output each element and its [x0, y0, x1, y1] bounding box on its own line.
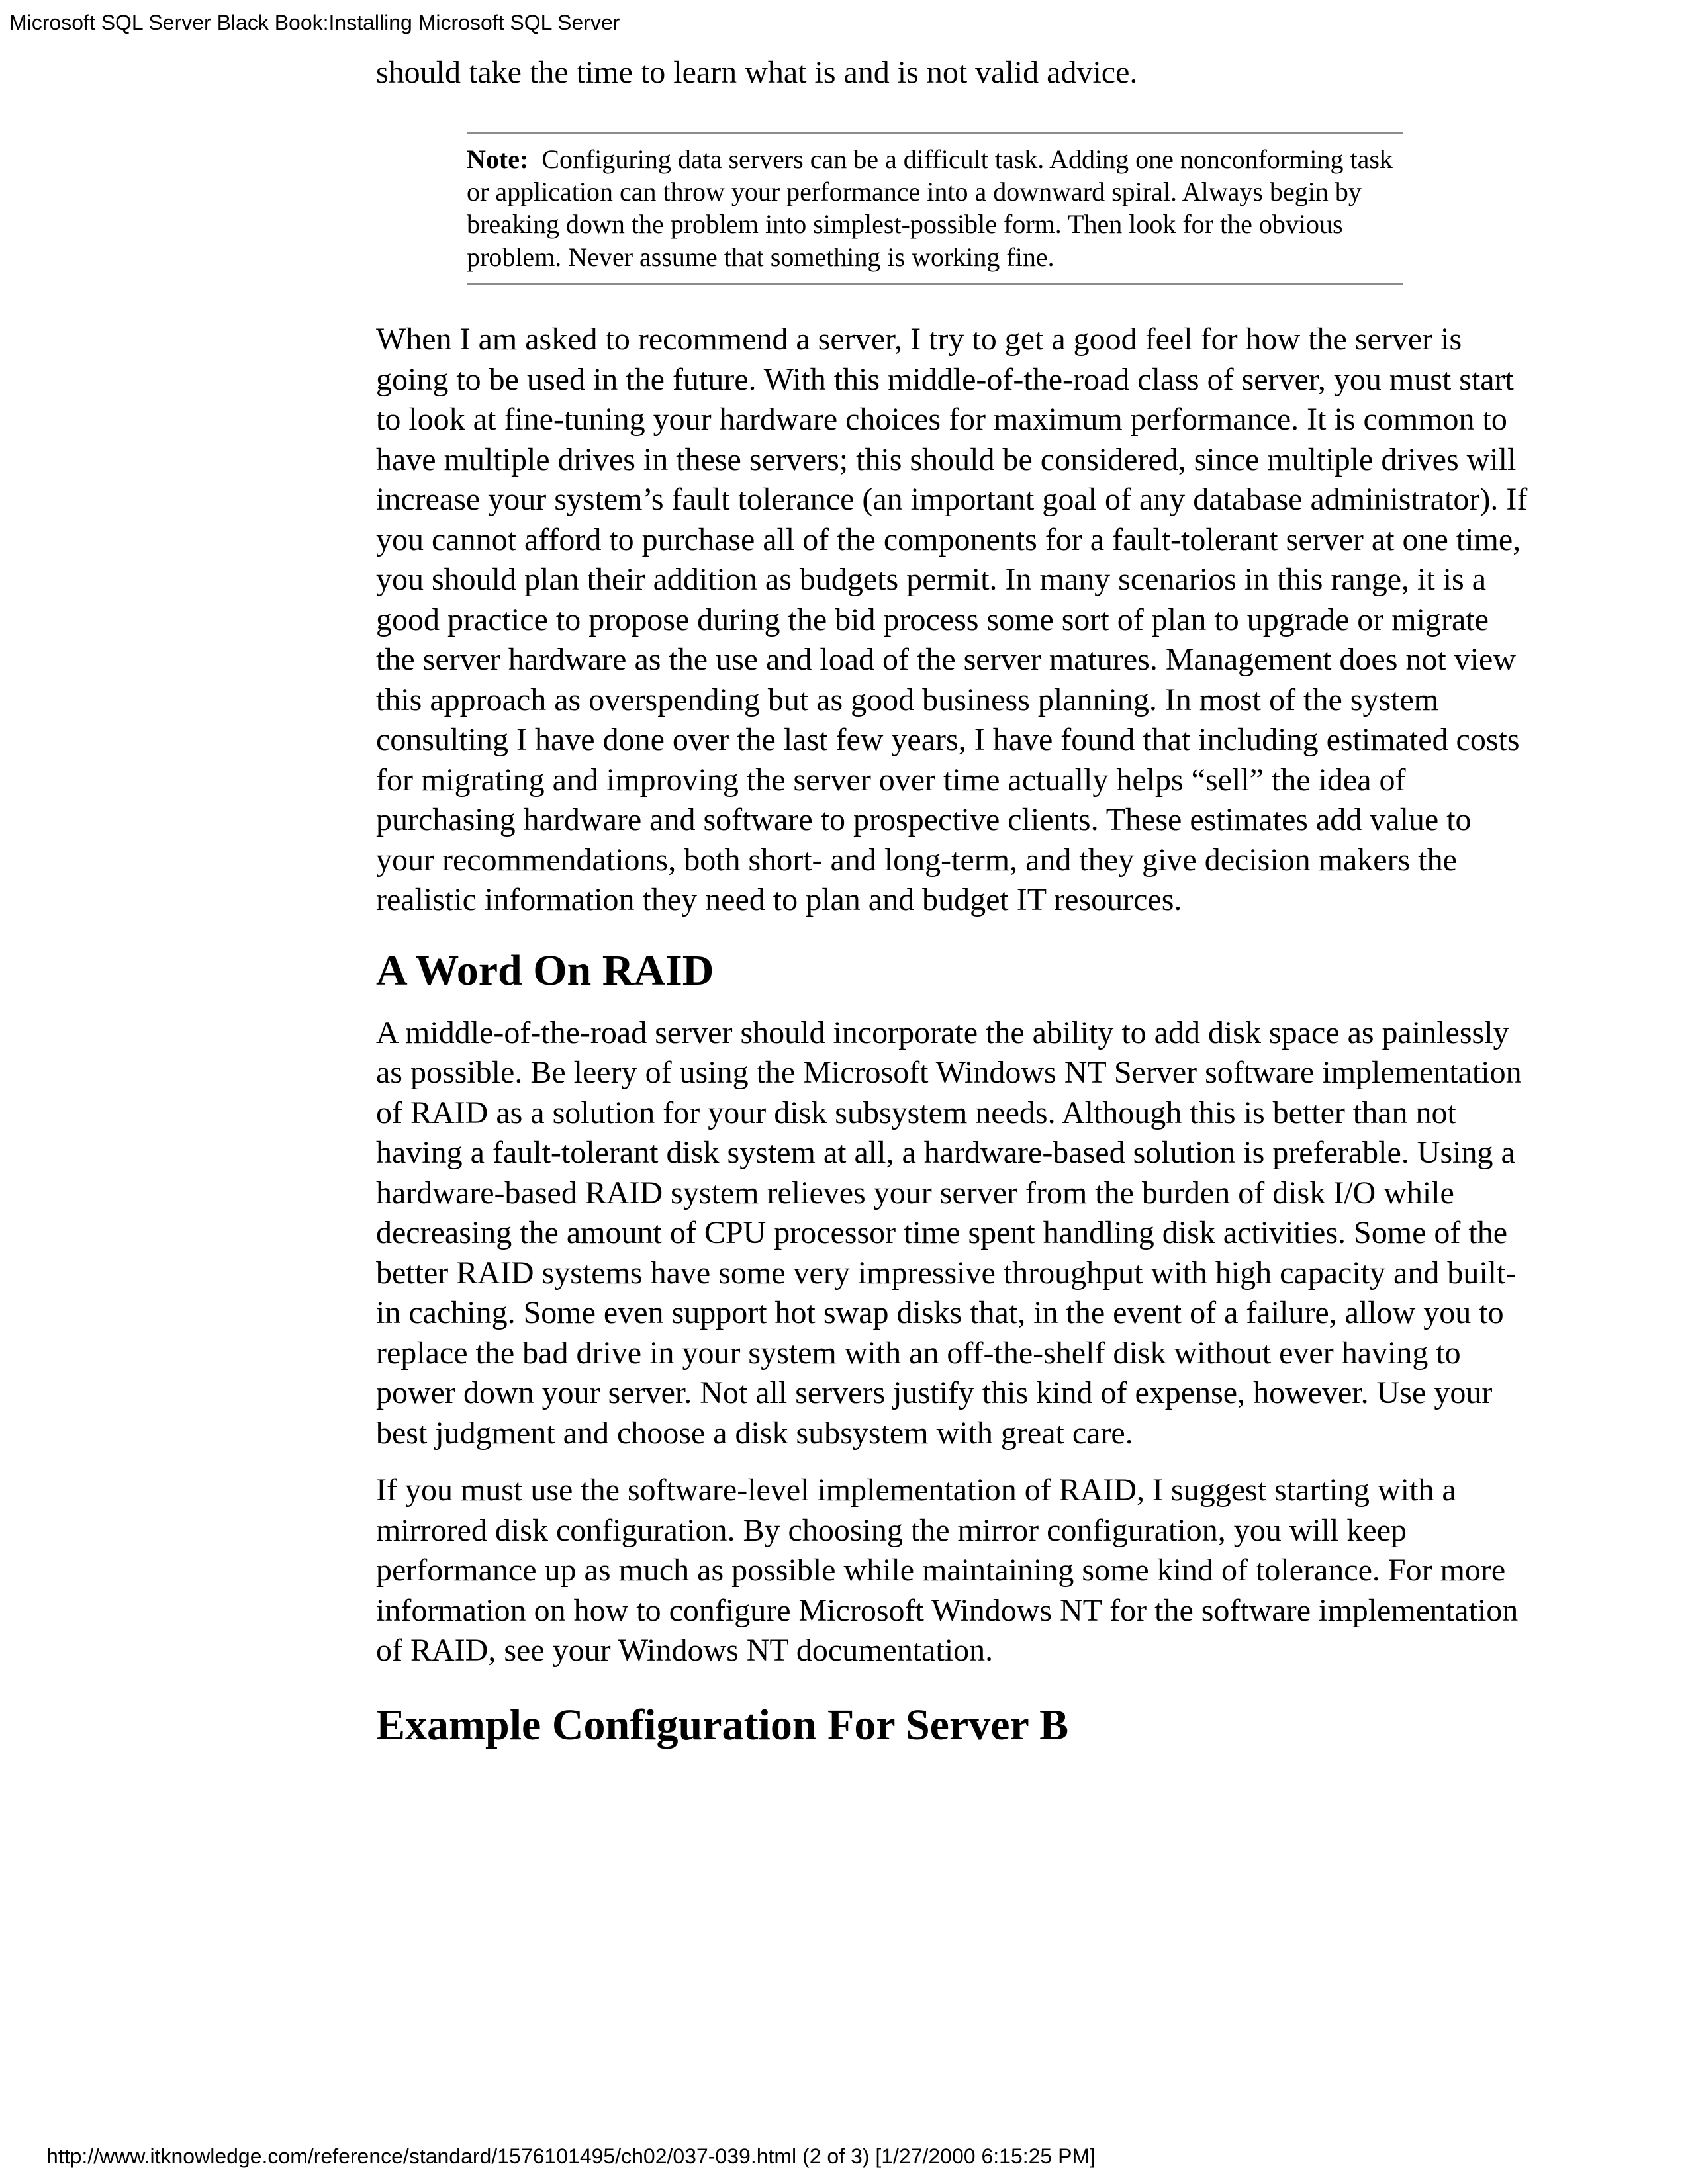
note-box: [467, 132, 1403, 286]
running-header: Microsoft SQL Server Black Book:Installing Microsoft SQL Server: [9, 11, 620, 34]
paragraph-raid-hardware: A middle-of-the-road server should incorporate the ability to add disk space as painlessly as possible. Be leery of using the Microsoft Windows NT Server software implementation of RAID as a solution for your disk subsystem needs. Although this is better than not having a fault-tolerant disk system at all, a hardware-based solution is preferable. Using a hardware-based RAID system relieves your server from the burden of disk I/O while decreasing the amount of CPU processor time spent handling disk activities. Some of the better RAID systems have some very impressive throughput with high capacity and built-in caching. Some even support hot swap disks that, in the event of a failure, allow you to replace the bad drive in your system with an off-the-shelf disk without ever having to power down your server. Not all servers justify this kind of expense, however. Use your best judgment and choose a disk subsystem with great care.: [376, 1015, 1522, 1451]
note-text: Configuring data servers can be a difficult task. Adding one nonconforming task or application can throw your performance into a downward spiral. Always begin by breaking down the problem into simplest-possible form. Then look for the obvious problem. Never assume that something is working fine.: [467, 144, 1393, 272]
page-content: [376, 53, 1528, 1753]
note-label: Note:: [467, 144, 529, 174]
paragraph-raid-software: If you must use the software-level implementation of RAID, I suggest starting with a mirrored disk configuration. By choosing the mirror configuration, you will keep performance up as much as possible while maintaining some kind of tolerance. For more information on how to configure Microsoft Windows NT for the software implementation of RAID, see your Windows NT documentation.: [376, 1473, 1519, 1668]
intro-line: should take the time to learn what is and is not valid advice.: [376, 55, 1138, 90]
note-paragraph: [467, 143, 1403, 274]
heading-example-configuration: Example Configuration For Server B: [376, 1700, 1069, 1749]
page-footer-url: http://www.itknowledge.com/reference/standard/1576101495/ch02/037-039.html (2 of 3) [1/27/2000 6:15:25 PM]: [46, 2144, 1096, 2168]
heading-raid: A Word On RAID: [376, 946, 714, 995]
paragraph-server-recommendation: When I am asked to recommend a server, I try to get a good feel for how the server is going to be used in the future. With this middle-of-the-road class of server, you must start to look at fine-tuning your hardware choices for maximum performance. It is common to have multiple drives in these servers; this should be considered, since multiple drives will increase your system’s fault tolerance (an important goal of any database administrator). If you cannot afford to purchase all of the components for a fault-tolerant server at one time, you should plan their addition as budgets permit. In many scenarios in this range, it is a good practice to propose during the bid process some sort of plan to upgrade or migrate the server hardware as the use and load of the server matures. Management does not view this approach as overspending but as good business planning. In most of the system consulting I have done over the last few years, I have found that including estimated costs for migrating and improving the server over time actually helps “sell” the idea of purchasing hardware and software to prospective clients. These estimates add value to your recommendations, both short- and long-term, and they give decision makers the realistic information they need to plan and budget IT resources.: [376, 322, 1528, 918]
